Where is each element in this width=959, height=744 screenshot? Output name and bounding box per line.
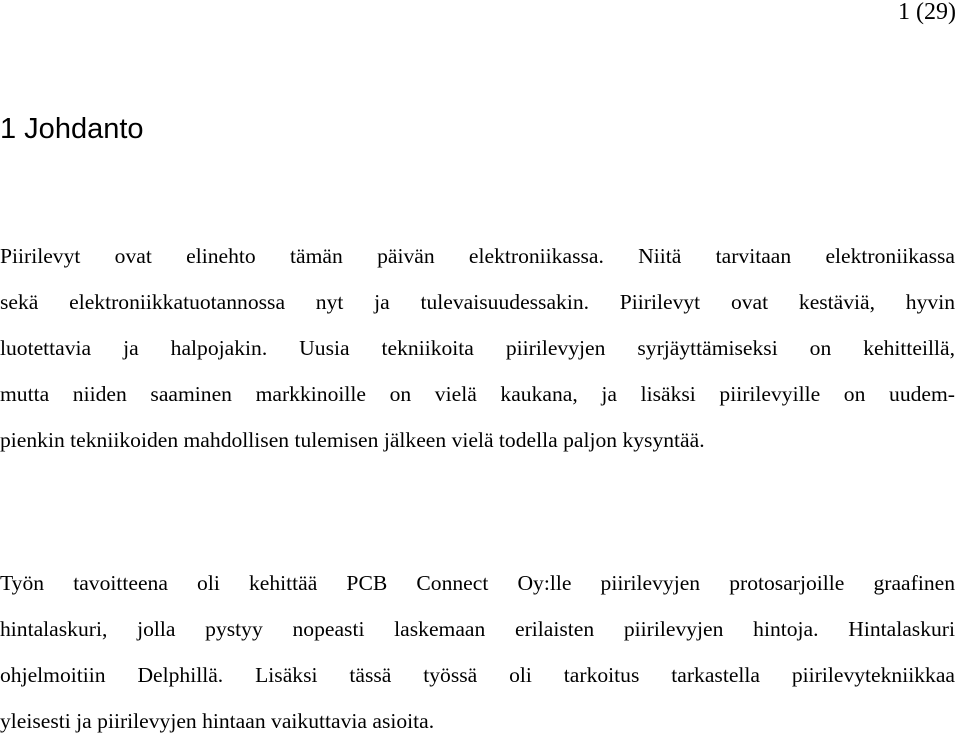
body-paragraph-objective bbox=[0, 560, 955, 744]
body-paragraph-introduction bbox=[0, 233, 955, 463]
page-number: 1 (29) bbox=[898, 0, 956, 25]
paragraph-line: Piirilevyt ovat elinehto tämän päivän elektroniikassa. Niitä tarvitaan elektroniikassa bbox=[0, 244, 955, 268]
paragraph-line: yleisesti ja piirilevyjen hintaan vaikuttavia asioita. bbox=[0, 709, 435, 733]
paragraph-line: pienkin tekniikoiden mahdollisen tulemisen jälkeen vielä todella paljon kysyntää. bbox=[0, 428, 705, 452]
paragraph-line: sekä elektroniikkatuotannossa nyt ja tulevaisuudessakin. Piirilevyt ovat kestäviä, hyvin bbox=[0, 290, 955, 314]
paragraph-line: hintalaskuri, jolla pystyy nopeasti laskemaan erilaisten piirilevyjen hintoja. Hintalaskuri bbox=[0, 617, 955, 641]
paragraph-line: ohjelmoitiin Delphillä. Lisäksi tässä työssä oli tarkoitus tarkastella piirilevytekniikkaa bbox=[0, 663, 955, 687]
paragraph-line: Työn tavoitteena oli kehittää PCB Connect Oy:lle piirilevyjen protosarjoille graafinen bbox=[0, 571, 955, 595]
paragraph-line: mutta niiden saaminen markkinoille on vielä kaukana, ja lisäksi piirilevyille on uudem- bbox=[0, 382, 955, 406]
section-heading: 1 Johdanto bbox=[0, 113, 144, 145]
paragraph-line: luotettavia ja halpojakin. Uusia tekniikoita piirilevyjen syrjäyttämiseksi on kehitteillä, bbox=[0, 336, 955, 360]
